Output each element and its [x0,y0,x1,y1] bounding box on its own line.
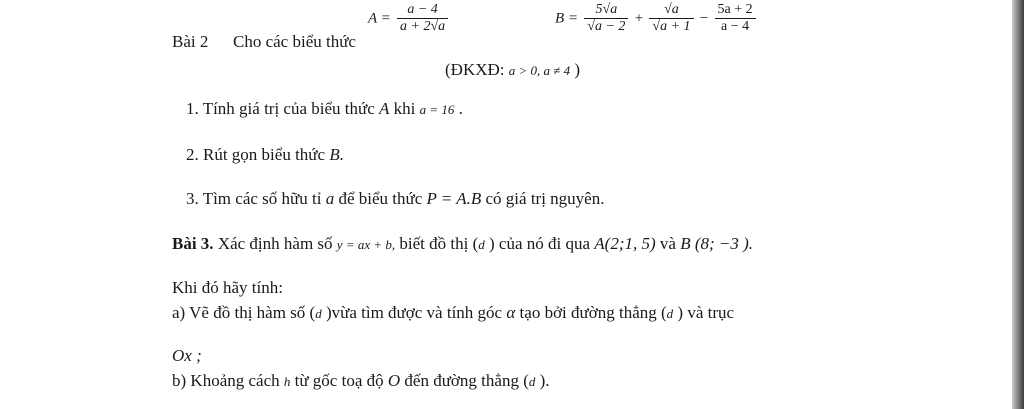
part-a-t1: a) Vẽ đồ thị hàm số ( [172,303,316,322]
bai2-label [172,32,208,52]
part-a-t2: )vừa tìm được và tính góc [321,303,507,322]
q3-end: có giá trị nguyên. [481,189,605,208]
bai3-t3: ) của nó đi qua [484,234,595,253]
B-lhs: B = [555,10,579,27]
part-a-d: d [315,306,322,321]
q2-text: 2. Rút gọn biểu thức [186,145,330,164]
B-minus: − [699,10,709,27]
B-term3-denominator: a − 4 [721,19,750,34]
part-b-t4: ). [535,371,550,390]
bai3-label: Bài 3. [172,234,214,253]
bai3-statement [172,234,753,255]
part-b-t1: b) Khoảng cách [172,371,284,390]
B-plus: + [634,10,644,27]
part-b-O: O [387,371,401,390]
q1-math: a = 16 [419,102,455,117]
B-term2-numerator: √a [649,2,693,19]
q2-var: B. [329,145,344,164]
bai3-t2: biết đồ thị ( [395,234,479,253]
question-1 [186,99,463,120]
khi-do: Khi đó hãy tính: [172,278,283,297]
part-b-t3: đến đường thẳng ( [400,371,529,390]
B-term2 [649,2,693,35]
bai3-function: y = ax + b, [336,237,396,252]
bai3-point-A: A(2;1, 5) [594,234,656,253]
bai3-d1: d [478,237,485,252]
question-3 [186,189,604,209]
ox-label: Ox ; [172,346,202,365]
dkxd-condition: a > 0, a ≠ 4 [508,63,571,78]
A-numerator: a − 4 [397,2,448,19]
part-a-alpha: α [506,303,516,322]
question-2 [186,145,344,165]
B-term3-numerator: 5a + 2 [715,2,756,19]
part-b-h: h [283,374,291,389]
A-lhs: A = [368,10,391,27]
q1-mid: khi [389,99,420,118]
dkxd-close: ) [574,60,581,79]
bai2-intro: Cho các biểu thức [233,32,356,51]
bai2-number: Bài 2 [172,32,209,51]
part-a [172,303,734,324]
B-term1-denominator: √a − 2 [587,19,626,34]
B-term2-denominator: √a + 1 [652,19,691,34]
part-a-t4: ) và trục [673,303,735,322]
window-edge-strip [1012,0,1024,409]
B-term1 [584,2,628,35]
bai3-t1: Xác định hàm số [213,234,337,253]
part-a-d2: d [666,306,674,321]
expression-B [555,2,758,35]
bai3-point-B: B (8; −3 ). [680,234,754,253]
q1-var: A [379,99,390,118]
condition-line [445,60,580,81]
q3-var: a [325,189,335,208]
A-denominator: a + 2√a [400,19,446,34]
expression-A [368,2,450,35]
part-b-d: d [528,374,536,389]
part-a-t3: tạo bởi đường thẳng ( [515,303,667,322]
q1-text: 1. Tính giá trị của biểu thức [186,99,380,118]
q3-math: P = A.B [426,189,482,208]
A-fraction [397,2,448,35]
q3-text: 3. Tìm các số hữu tỉ [186,189,326,208]
q3-mid: để biểu thức [334,189,427,208]
part-b [172,371,550,392]
q1-end: . [454,99,463,118]
B-term3 [715,2,756,35]
axis-ox [172,346,202,366]
B-term1-numerator: 5√a [584,2,628,19]
dkxd-label: (ĐKXĐ: [445,60,505,79]
bai3-t4: và [655,234,681,253]
part-b-t2: từ gốc toạ độ [290,371,388,390]
